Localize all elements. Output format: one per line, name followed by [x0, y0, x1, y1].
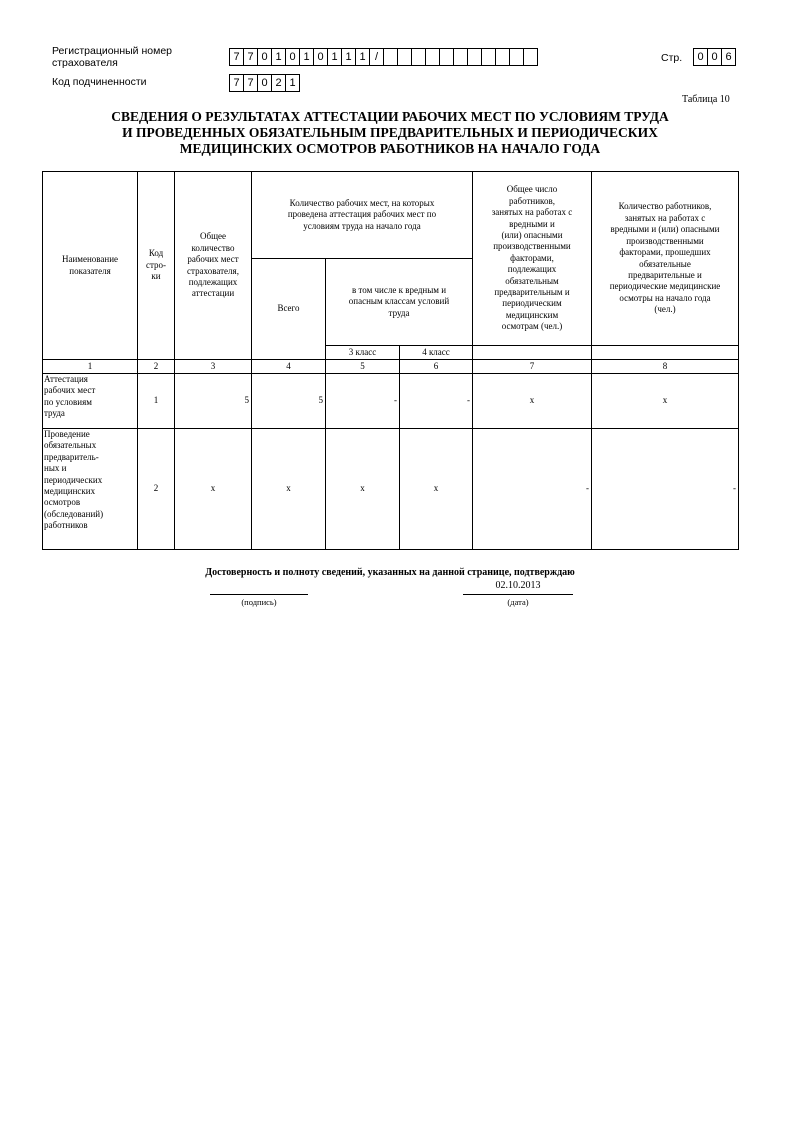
subordination-code-cell[interactable]: 0: [257, 74, 272, 92]
subordination-code-cells[interactable]: [229, 74, 300, 92]
cell-employees-examined[interactable]: -: [592, 429, 739, 550]
reg-number-cell[interactable]: [411, 48, 426, 66]
cell-class-3[interactable]: -: [326, 374, 400, 429]
header-hazardous-classes: в том числе к вредным и опасным классам условий труда: [326, 259, 473, 346]
page-number-cell[interactable]: 6: [721, 48, 736, 66]
row-name: Проведение обязательных предваритель- ных и периодических медицинских осмотров (обследований) работников: [43, 429, 138, 550]
header-employees-examined: Количество работников, занятых на работах с вредными и (или) опасными производственными факторами, прошедших обязательные предварительные и периодические медицинские осмотры на начало года (чел.): [592, 172, 739, 346]
column-number: 4: [252, 360, 326, 374]
column-number: 2: [138, 360, 175, 374]
table-row: [43, 374, 739, 429]
confirmation-text: Достоверность и полноту сведений, указанных на данной странице, подтверждаю: [205, 567, 575, 578]
header-total-employees-hazardous: Общее число работников, занятых на работах с вредными и (или) опасными производственными факторами, подлежащих обязательным предварительным и периодическим медицинским осмотрам (чел.): [473, 172, 592, 346]
row-code: 2: [138, 429, 175, 550]
subordination-code-cell[interactable]: 2: [271, 74, 286, 92]
cell-total-employees[interactable]: -: [473, 429, 592, 550]
column-number: 7: [473, 360, 592, 374]
column-number: 8: [592, 360, 739, 374]
date-line: [463, 594, 573, 595]
row-code: 1: [138, 374, 175, 429]
cell-class-3[interactable]: x: [326, 429, 400, 550]
subordination-code-cell[interactable]: 1: [285, 74, 300, 92]
cell-total-workplaces[interactable]: x: [175, 429, 252, 550]
header-indicator-name: Наименование показателя: [43, 172, 138, 360]
reg-number-cell[interactable]: 0: [285, 48, 300, 66]
header-total-workplaces: Общее количество рабочих мест страхователя, подлежащих аттестации: [175, 172, 252, 360]
date-value[interactable]: 02.10.2013: [495, 580, 541, 591]
reg-number-cell[interactable]: [383, 48, 398, 66]
reg-number-cell[interactable]: [425, 48, 440, 66]
header-class-3: 3 класс: [326, 346, 400, 360]
reg-number-cell[interactable]: [439, 48, 454, 66]
signature-caption: (подпись): [241, 597, 277, 607]
column-number: 5: [326, 360, 400, 374]
header-empty-8: [592, 346, 739, 360]
date-caption: (дата): [507, 597, 529, 607]
cell-total-employees[interactable]: x: [473, 374, 592, 429]
cell-total-workplaces[interactable]: 5: [175, 374, 252, 429]
reg-number-cell[interactable]: [467, 48, 482, 66]
page-number-cell[interactable]: 0: [707, 48, 722, 66]
reg-number-cell[interactable]: /: [369, 48, 384, 66]
reg-number-cell[interactable]: 0: [257, 48, 272, 66]
reg-number-cell[interactable]: [481, 48, 496, 66]
cell-class-4[interactable]: -: [400, 374, 473, 429]
attestation-table: [42, 171, 739, 550]
header-attested-workplaces-group: Количество рабочих мест, на которых проведена аттестация рабочих мест по условиям труда на начало года: [252, 172, 473, 259]
reg-number-cell[interactable]: 0: [313, 48, 328, 66]
reg-number-cell[interactable]: 7: [243, 48, 258, 66]
subordination-code-cell[interactable]: 7: [229, 74, 244, 92]
reg-number-cell[interactable]: [509, 48, 524, 66]
column-number: 3: [175, 360, 252, 374]
reg-number-cell[interactable]: 1: [355, 48, 370, 66]
header-class-4: 4 класс: [400, 346, 473, 360]
table-row: [43, 429, 739, 550]
header-total: Всего: [252, 259, 326, 360]
subordination-label: Код подчиненности: [52, 76, 147, 88]
column-numbers-row: [43, 360, 739, 374]
header-empty-7: [473, 346, 592, 360]
reg-number-cells[interactable]: [229, 48, 538, 66]
page-label: Стр.: [661, 52, 683, 64]
signature-line[interactable]: [210, 594, 308, 595]
reg-number-cell[interactable]: [397, 48, 412, 66]
reg-number-cell[interactable]: [453, 48, 468, 66]
reg-number-cell[interactable]: [523, 48, 538, 66]
reg-number-cell[interactable]: 1: [327, 48, 342, 66]
reg-number-cell[interactable]: [495, 48, 510, 66]
reg-number-cell[interactable]: 1: [341, 48, 356, 66]
table-number: Таблица 10: [682, 94, 730, 105]
header-row-code: Код стро- ки: [138, 172, 175, 360]
reg-number-cell[interactable]: 7: [229, 48, 244, 66]
reg-number-label: Регистрационный номер страхователя: [52, 45, 172, 69]
reg-number-cell[interactable]: 1: [299, 48, 314, 66]
cell-total[interactable]: x: [252, 429, 326, 550]
page-title: СВЕДЕНИЯ О РЕЗУЛЬТАТАХ АТТЕСТАЦИИ РАБОЧИХ МЕСТ ПО УСЛОВИЯМ ТРУДА И ПРОВЕДЕННЫХ ОБЯЗАТЕЛЬНЫМ ПРЕДВАРИТЕЛЬНЫХ И ПЕРИОДИЧЕСКИХ МЕДИЦИНСКИХ ОСМОТРОВ РАБОТНИКОВ НА НАЧАЛО ГОДА: [111, 109, 669, 156]
reg-number-cell[interactable]: 1: [271, 48, 286, 66]
page-number-cells[interactable]: [693, 48, 736, 66]
column-number: 1: [43, 360, 138, 374]
cell-total[interactable]: 5: [252, 374, 326, 429]
row-name: Аттестация рабочих мест по условиям труда: [43, 374, 138, 429]
subordination-code-cell[interactable]: 7: [243, 74, 258, 92]
cell-class-4[interactable]: x: [400, 429, 473, 550]
column-number: 6: [400, 360, 473, 374]
page-number-cell[interactable]: 0: [693, 48, 708, 66]
cell-employees-examined[interactable]: x: [592, 374, 739, 429]
